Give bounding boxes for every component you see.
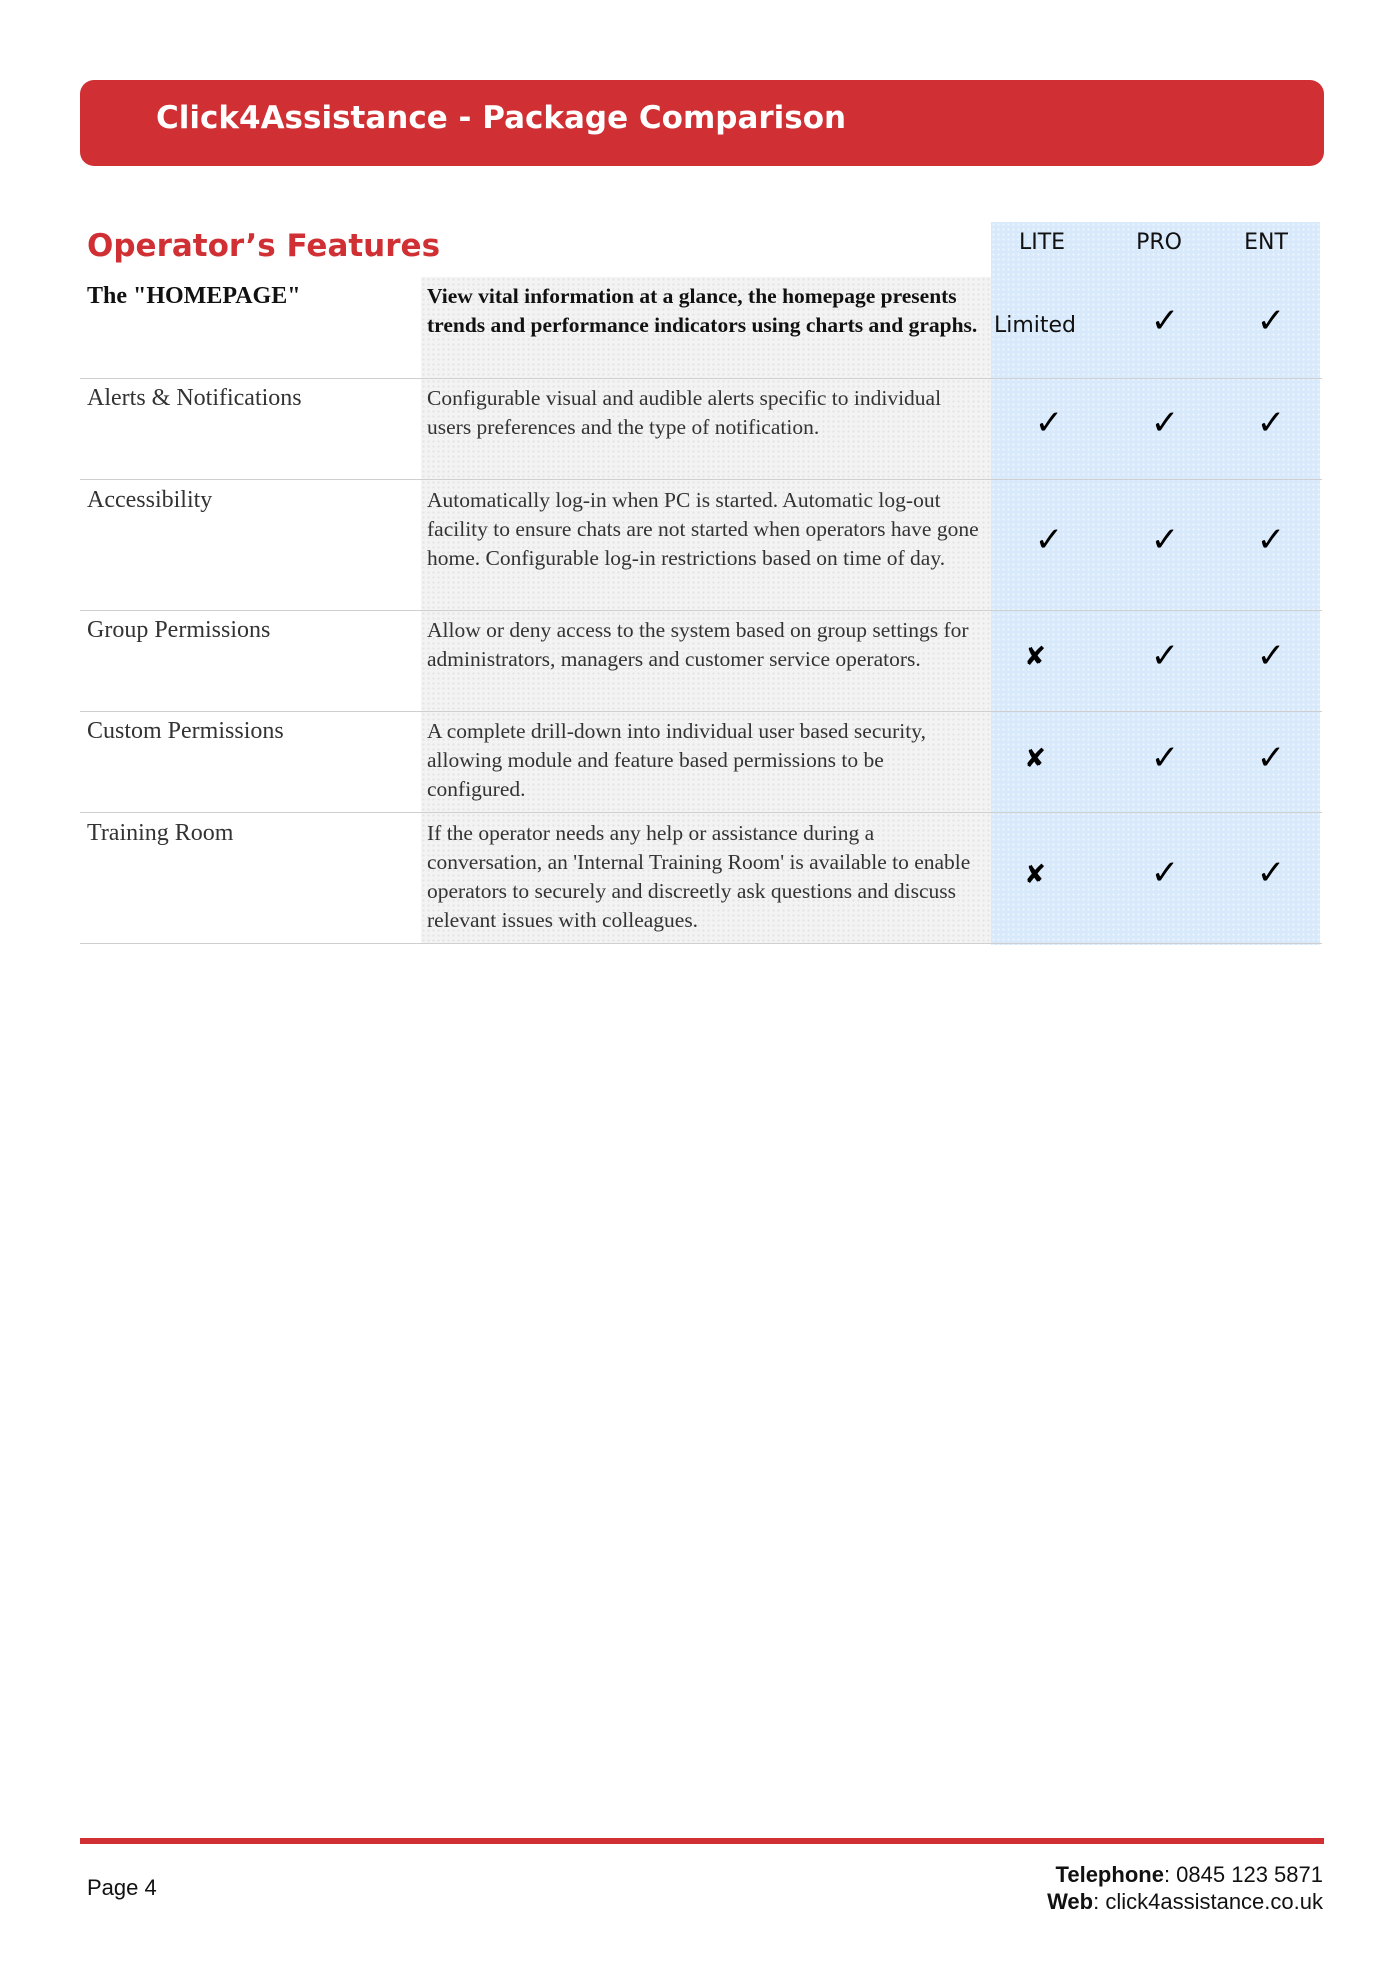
feature-name-accessibility: Accessibility [87,487,213,513]
lite-cross-icon: ✘ [1024,642,1046,672]
telephone-number: 0845 123 5871 [1176,1862,1323,1887]
lite-limited-text: Limited [993,313,1077,338]
feature-description-homepage: View vital information at a glance, the homepage presents trends and performance indicators using charts and graphs. [427,284,978,337]
feature-name-alerts: Alerts & Notifications [87,385,302,411]
feature-description-group-permissions: Allow or deny access to the system based on group settings for administrators, managers and customer service operators. [427,618,969,671]
feature-description-training-room: If the operator needs any help or assistance during a conversation, an 'Internal Training Room' is available to enable operators to securely and discreetly ask questions and discuss relevant issues with colleagues. [427,821,971,932]
tier-header-ent: ENT [1244,230,1288,255]
pro-check-icon: ✓ [1150,636,1180,676]
web-address[interactable]: click4assistance.co.uk [1105,1889,1323,1914]
header-title: Click4Assistance - Package Comparison [156,100,847,136]
section-title: Operator’s Features [87,228,441,264]
contact-info [1047,1861,1323,1915]
header-banner [80,80,1324,166]
page-number: Page 4 [87,1875,157,1900]
pro-check-icon: ✓ [1150,403,1180,443]
ent-check-icon: ✓ [1256,301,1286,341]
web-label: Web [1047,1889,1094,1914]
feature-name-custom-permissions: Custom Permissions [87,718,284,744]
pro-check-icon: ✓ [1150,738,1180,778]
ent-check-icon: ✓ [1256,738,1286,778]
lite-check-icon: ✓ [1034,403,1064,443]
ent-check-icon: ✓ [1256,853,1286,893]
pro-check-icon: ✓ [1150,853,1180,893]
tier-header-lite: LITE [1018,230,1066,255]
feature-description-alerts: Configurable visual and audible alerts specific to individual users preferences and the type of notification. [427,386,942,439]
feature-description-custom-permissions: A complete drill-down into individual user based security, allowing module and feature based permissions to be configured. [427,719,926,801]
feature-name-training-room: Training Room [87,820,234,846]
lite-cross-icon: ✘ [1024,744,1046,774]
lite-cross-icon: ✘ [1024,860,1046,890]
tier-header-pro: PRO [1136,230,1182,255]
pro-check-icon: ✓ [1150,301,1180,341]
telephone-line: Telephone: 0845 123 5871 [1055,1862,1323,1887]
ent-check-icon: ✓ [1256,403,1286,443]
lite-check-icon: ✓ [1034,520,1064,560]
row-divider [80,943,1322,944]
ent-check-icon: ✓ [1256,636,1286,676]
telephone-label: Telephone [1055,1862,1164,1887]
footer-rule [80,1838,1324,1844]
feature-name-group-permissions: Group Permissions [87,617,271,643]
feature-name-homepage: The "HOMEPAGE" [87,283,301,309]
ent-check-icon: ✓ [1256,520,1286,560]
feature-description-accessibility: Automatically log-in when PC is started. Automatic log-out facility to ensure chats are not started when operators have gone home. Configurable log-in restrictions based on time of day. [427,488,979,570]
pro-check-icon: ✓ [1150,520,1180,560]
web-line: Web: click4assistance.co.uk [1047,1889,1323,1914]
